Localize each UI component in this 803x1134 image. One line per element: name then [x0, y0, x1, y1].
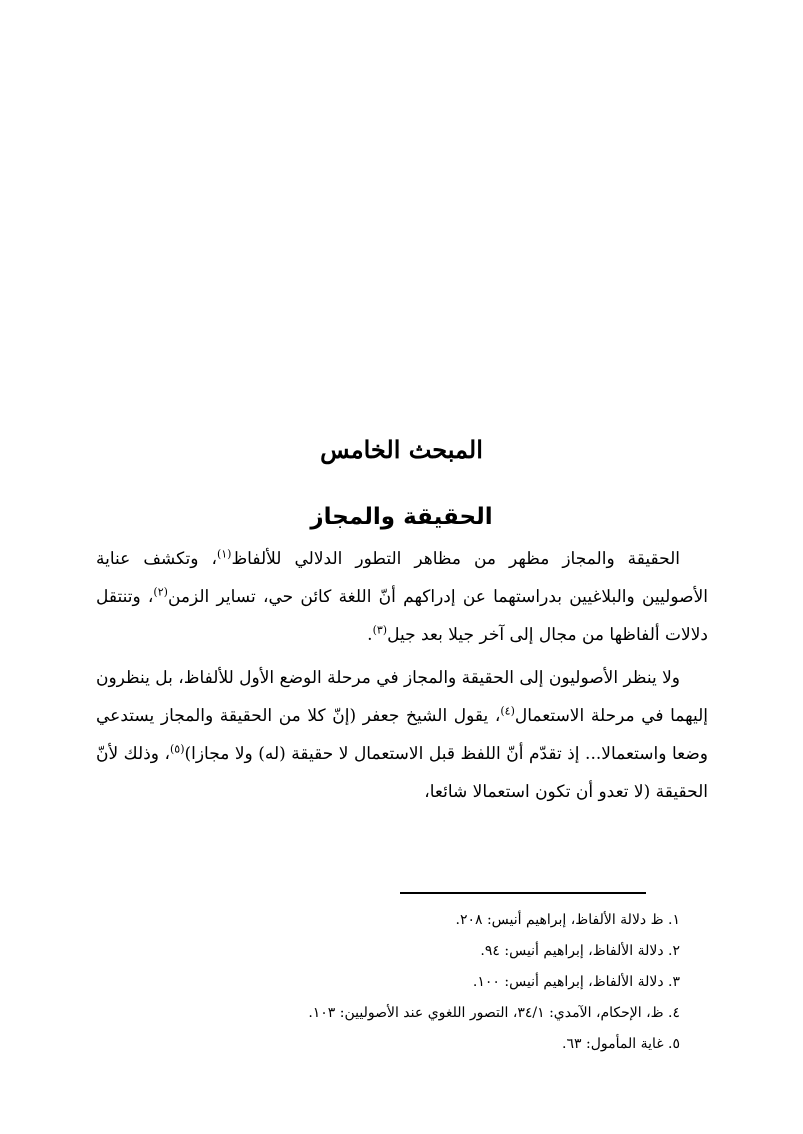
footnote-item: ٤. ظ، الإحكام، الآمدي: ٣٤/١، التصور اللغوي عند الأصوليين: ١٠٣. — [308, 1005, 680, 1021]
paragraph-text: ، وذلك لأنّ الحقيقة (لا تعدو أن تكون استعمالا شائعا، — [96, 744, 708, 802]
paragraph-text: . — [367, 625, 373, 645]
footnote-ref: (٥) — [169, 742, 185, 756]
section-title: المبحث الخامس — [320, 435, 483, 464]
paragraph — [96, 659, 708, 811]
chapter-title: الحقيقة والمجاز — [310, 504, 493, 530]
paragraph-text: ، يقول الشيخ جعفر (إنّ كلا من الحقيقة والمجاز يستدعي وضعا واستعمالا... إذ تقدّم أنّ اللفظ قبل الاستعمال لا حقيقة (له) ولا مجازا) — [96, 706, 708, 764]
body-text — [96, 540, 708, 816]
footnote-item: ١. ظ دلالة الألفاظ، إبراهيم أنيس: ٢٠٨. — [455, 912, 680, 928]
footnote-divider — [400, 892, 646, 894]
footnote-item: ٢. دلالة الألفاظ، إبراهيم أنيس: ٩٤. — [480, 943, 680, 959]
paragraph-text: الحقيقة والمجاز مظهر من مظاهر التطور الدلالي للألفاظ — [231, 549, 680, 569]
footnote-item: ٥. غاية المأمول: ٦٣. — [562, 1036, 680, 1052]
paragraph — [96, 540, 708, 654]
paragraph-text: ، وتكشف عناية الأصوليين والبلاغيين بدراستهما عن إدراكهم أنّ اللغة كائن حي، تساير الزمن — [96, 549, 708, 607]
paragraph-text: ولا ينظر الأصوليون إلى الحقيقة والمجاز في مرحلة الوضع الأول للألفاظ، بل ينظرون إليهما في مرحلة الاستعمال — [95, 668, 708, 726]
paragraph-text: ، وتنتقل دلالات ألفاظها من مجال إلى آخر جيلا بعد جيل — [96, 587, 708, 645]
footnote-ref: (١) — [216, 547, 232, 561]
footnote-item: ٣. دلالة الألفاظ، إبراهيم أنيس: ١٠٠. — [472, 974, 680, 990]
footnote-ref: (٢) — [153, 585, 168, 599]
footnote-ref: (٣) — [372, 623, 388, 637]
footnotes-list — [120, 905, 680, 1060]
footnote-ref: (٤) — [500, 704, 515, 718]
